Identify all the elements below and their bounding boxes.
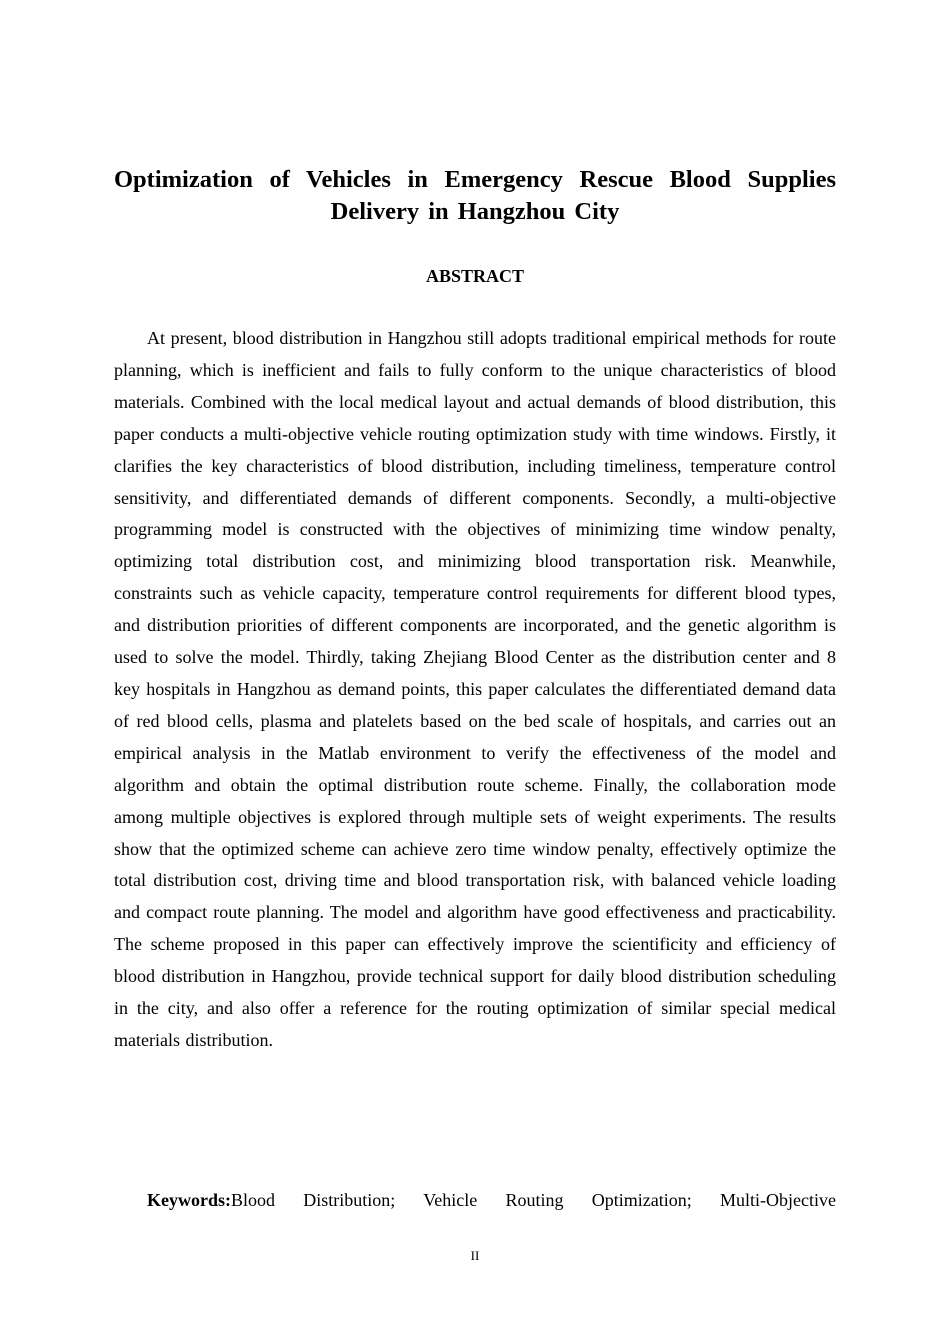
abstract-body: At present, blood distribution in Hangzhou still adopts traditional empirical methods for route planning, which is inefficient and fails to fully conform to the unique characteristics of blood materials. Combined with the local medical layout and actual demands of blood distribution, this paper conducts a multi-objective vehicle routing optimization study with time windows. Firstly, it clarifies the key characteristics of blood distribution, including timeliness, temperature control sensitivity, and differentiated demands of different components. Secondly, a multi-objective programming model is constructed with the objectives of minimizing time window penalty, optimizing total distribution cost, and minimizing blood transportation risk. Meanwhile, constraints such as vehicle capacity, temperature control requirements for different blood types, and distribution priorities of different components are incorporated, and the genetic algorithm is used to solve the model. Thirdly, taking Zhejiang Blood Center as the distribution center and 8 key hospitals in Hangzhou as demand points, this paper calculates the differentiated demand data of red blood cells, plasma and platelets based on the bed scale of hospitals, and carries out an empirical analysis in the Matlab environment to verify the effectiveness of the model and algorithm and obtain the optimal distribution route scheme. Finally, the collaboration mode among multiple objectives is explored through multiple sets of weight experiments. The results show that the optimized scheme can achieve zero time window penalty, effectively optimize the total distribution cost, driving time and blood transportation risk, with balanced vehicle loading and compact route planning. The model and algorithm have good effectiveness and practicability. The scheme proposed in this paper can effectively improve the scientificity and efficiency of blood distribution in Hangzhou, provide technical support for daily blood distribution scheduling in the city, and also offer a reference for the routing optimization of similar special medical materials distribution. bbox=[114, 328, 836, 1050]
paper-title: Optimization of Vehicles in Emergency Rescue Blood Supplies Delivery in Hangzhou City bbox=[114, 166, 836, 225]
keywords-line bbox=[114, 1185, 836, 1217]
keywords-text: Blood Distribution; Vehicle Routing Optimization; Multi-Objective bbox=[231, 1190, 836, 1210]
page-number: II bbox=[470, 1248, 480, 1263]
abstract-heading: ABSTRACT bbox=[425, 266, 525, 286]
keywords-label: Keywords: bbox=[147, 1190, 231, 1210]
